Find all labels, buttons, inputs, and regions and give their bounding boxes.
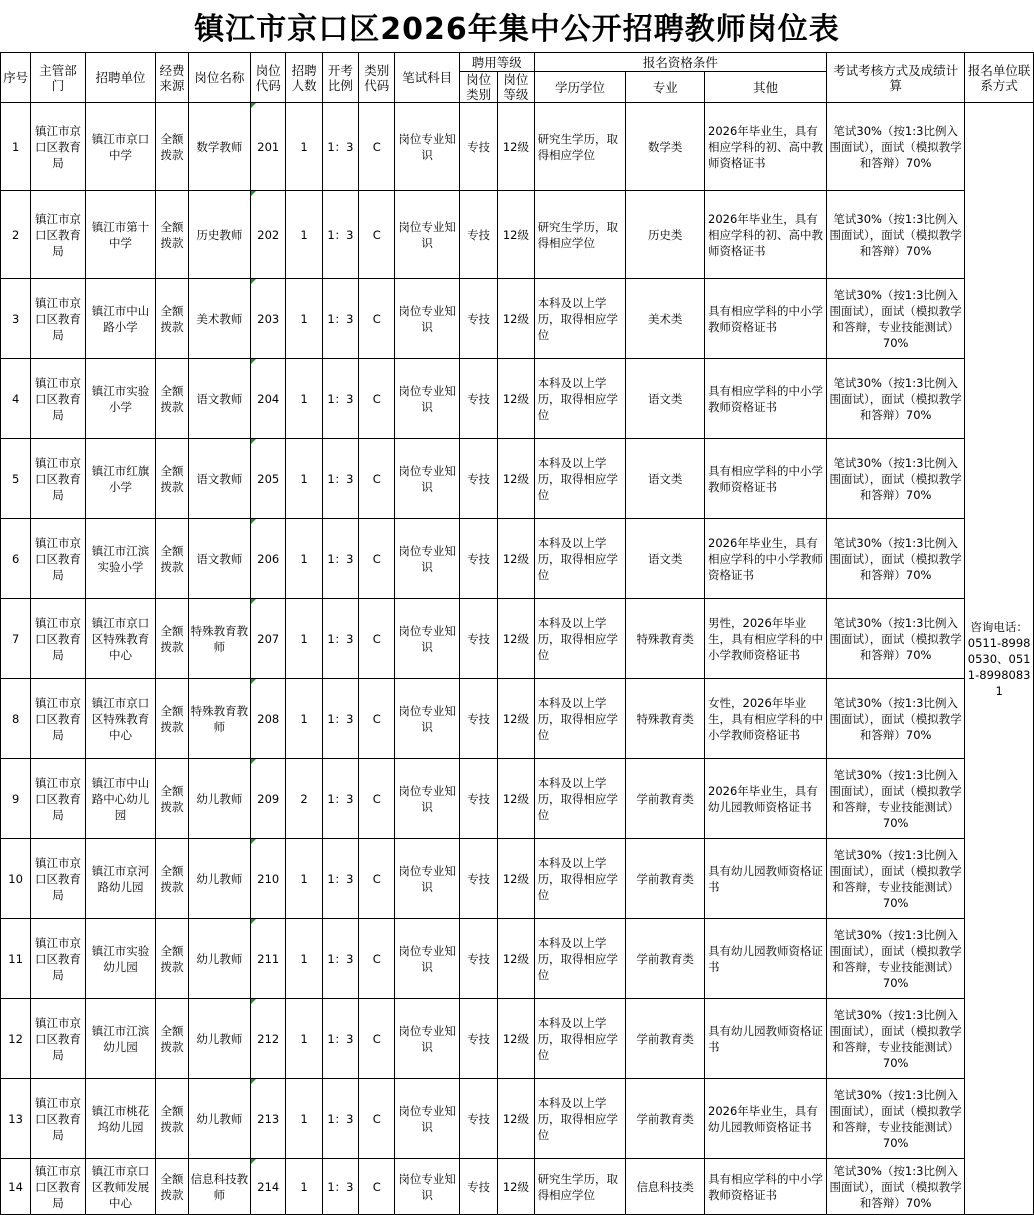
cell-ratio: 1：3 — [322, 839, 358, 919]
cell-other: 具有相应学科的中小学教师资格证书 — [705, 359, 827, 439]
cell-post-grade: 12级 — [498, 191, 534, 279]
table-row — [1, 759, 1034, 839]
cell-code: 207 — [251, 599, 286, 679]
cell-unit: 镇江市实验幼儿园 — [85, 919, 156, 999]
cell-exam: 岗位专业知识 — [395, 839, 460, 919]
cell-post-grade: 12级 — [498, 919, 534, 999]
cell-major: 学前教育类 — [626, 839, 705, 919]
cell-major: 语文类 — [626, 519, 705, 599]
cell-education: 本科及以上学历，取得相应学位 — [534, 519, 626, 599]
cell-seq: 10 — [1, 839, 31, 919]
cell-fund: 全额拨款 — [156, 1079, 188, 1159]
cell-ratio: 1：3 — [322, 1159, 358, 1215]
cell-category: C — [359, 279, 395, 359]
cell-code: 209 — [251, 759, 286, 839]
header-post-type: 岗位类别 — [459, 72, 497, 103]
cell-category: C — [359, 1079, 395, 1159]
cell-code: 210 — [251, 839, 286, 919]
cell-exam: 岗位专业知识 — [395, 919, 460, 999]
cell-count: 1 — [286, 519, 322, 599]
cell-category: C — [359, 191, 395, 279]
cell-fund: 全额拨款 — [156, 999, 188, 1079]
cell-count: 1 — [286, 599, 322, 679]
cell-post-type: 专技 — [459, 191, 497, 279]
header-major: 专业 — [626, 72, 705, 103]
cell-code: 203 — [251, 279, 286, 359]
cell-position: 特殊教育教师 — [188, 679, 251, 759]
cell-post-type: 专技 — [459, 103, 497, 191]
table-row — [1, 359, 1034, 439]
cell-position: 信息科技教师 — [188, 1159, 251, 1215]
cell-code: 212 — [251, 999, 286, 1079]
cell-post-grade: 12级 — [498, 759, 534, 839]
cell-contact: 咨询电话：0511-89980530、0511-89980831 — [965, 103, 1034, 1215]
cell-dept: 镇江市京口区教育局 — [31, 679, 85, 759]
recruitment-table — [0, 52, 1034, 1215]
cell-education: 本科及以上学历，取得相应学位 — [534, 759, 626, 839]
cell-category: C — [359, 599, 395, 679]
cell-post-type: 专技 — [459, 1079, 497, 1159]
table-row — [1, 439, 1034, 519]
page-title: 镇江市京口区2026年集中公开招聘教师岗位表 — [194, 12, 840, 47]
table-row — [1, 519, 1034, 599]
cell-education: 本科及以上学历，取得相应学位 — [534, 359, 626, 439]
cell-fund: 全额拨款 — [156, 1159, 188, 1215]
cell-position: 语文教师 — [188, 519, 251, 599]
table-row — [1, 599, 1034, 679]
cell-other: 具有相应学科的中小学教师资格证书 — [705, 279, 827, 359]
cell-other: 2026年毕业生，具有幼儿园教师资格证书 — [705, 759, 827, 839]
cell-count: 1 — [286, 103, 322, 191]
header-grade-group: 聘用等级 — [459, 53, 534, 72]
cell-exam: 岗位专业知识 — [395, 599, 460, 679]
cell-position: 历史教师 — [188, 191, 251, 279]
table-row — [1, 103, 1034, 191]
cell-position: 幼儿教师 — [188, 1079, 251, 1159]
cell-education: 本科及以上学历，取得相应学位 — [534, 999, 626, 1079]
cell-other: 具有幼儿园教师资格证书 — [705, 839, 827, 919]
cell-scoring: 笔试30%（按1:3比例入围面试），面试（模拟教学和答辩）70% — [827, 1159, 965, 1215]
cell-other: 2026年毕业生，具有相应学科的初、高中教师资格证书 — [705, 191, 827, 279]
cell-post-grade: 12级 — [498, 1159, 534, 1215]
cell-other: 具有幼儿园教师资格证书 — [705, 999, 827, 1079]
cell-scoring: 笔试30%（按1:3比例入围面试），面试（模拟教学和答辩）70% — [827, 519, 965, 599]
cell-seq: 8 — [1, 679, 31, 759]
cell-education: 本科及以上学历，取得相应学位 — [534, 599, 626, 679]
cell-post-type: 专技 — [459, 279, 497, 359]
cell-count: 1 — [286, 919, 322, 999]
cell-major: 数学类 — [626, 103, 705, 191]
cell-post-type: 专技 — [459, 839, 497, 919]
cell-unit: 镇江市红旗小学 — [85, 439, 156, 519]
cell-scoring: 笔试30%（按1:3比例入围面试），面试（模拟教学和答辩，专业技能测试）70% — [827, 919, 965, 999]
table-header — [1, 53, 1034, 103]
cell-dept: 镇江市京口区教育局 — [31, 103, 85, 191]
cell-category: C — [359, 359, 395, 439]
cell-post-grade: 12级 — [498, 839, 534, 919]
cell-major: 语文类 — [626, 359, 705, 439]
cell-education: 本科及以上学历，取得相应学位 — [534, 679, 626, 759]
cell-exam: 岗位专业知识 — [395, 519, 460, 599]
header-code: 岗位代码 — [251, 53, 286, 103]
cell-education: 研究生学历，取得相应学位 — [534, 191, 626, 279]
header-unit: 招聘单位 — [85, 53, 156, 103]
cell-position: 幼儿教师 — [188, 759, 251, 839]
cell-code: 205 — [251, 439, 286, 519]
cell-position: 幼儿教师 — [188, 919, 251, 999]
cell-exam: 岗位专业知识 — [395, 1159, 460, 1215]
cell-post-type: 专技 — [459, 359, 497, 439]
cell-ratio: 1：3 — [322, 919, 358, 999]
header-fund: 经费来源 — [156, 53, 188, 103]
cell-fund: 全额拨款 — [156, 103, 188, 191]
cell-unit: 镇江市江滨实验小学 — [85, 519, 156, 599]
header-category: 类别代码 — [359, 53, 395, 103]
cell-fund: 全额拨款 — [156, 191, 188, 279]
cell-unit: 镇江市第十中学 — [85, 191, 156, 279]
cell-major: 学前教育类 — [626, 1079, 705, 1159]
header-scoring: 考试考核方式及成绩计算 — [827, 53, 965, 103]
cell-post-type: 专技 — [459, 1159, 497, 1215]
cell-seq: 7 — [1, 599, 31, 679]
cell-exam: 岗位专业知识 — [395, 103, 460, 191]
cell-seq: 5 — [1, 439, 31, 519]
cell-count: 1 — [286, 1079, 322, 1159]
cell-unit: 镇江市京口区特殊教育中心 — [85, 599, 156, 679]
cell-code: 202 — [251, 191, 286, 279]
cell-education: 研究生学历，取得相应学位 — [534, 1159, 626, 1215]
cell-category: C — [359, 999, 395, 1079]
cell-major: 学前教育类 — [626, 919, 705, 999]
cell-dept: 镇江市京口区教育局 — [31, 359, 85, 439]
cell-position: 语文教师 — [188, 439, 251, 519]
cell-post-type: 专技 — [459, 999, 497, 1079]
cell-seq: 2 — [1, 191, 31, 279]
header-exam: 笔试科目 — [395, 53, 460, 103]
cell-dept: 镇江市京口区教育局 — [31, 919, 85, 999]
cell-scoring: 笔试30%（按1:3比例入围面试），面试（模拟教学和答辩，专业技能测试）70% — [827, 279, 965, 359]
cell-fund: 全额拨款 — [156, 599, 188, 679]
cell-dept: 镇江市京口区教育局 — [31, 759, 85, 839]
header-other: 其他 — [705, 72, 827, 103]
cell-dept: 镇江市京口区教育局 — [31, 599, 85, 679]
cell-education: 本科及以上学历，取得相应学位 — [534, 1079, 626, 1159]
cell-post-type: 专技 — [459, 919, 497, 999]
cell-ratio: 1：3 — [322, 439, 358, 519]
cell-unit: 镇江市桃花坞幼儿园 — [85, 1079, 156, 1159]
cell-education: 本科及以上学历，取得相应学位 — [534, 839, 626, 919]
cell-seq: 11 — [1, 919, 31, 999]
cell-dept: 镇江市京口区教育局 — [31, 439, 85, 519]
table-row — [1, 679, 1034, 759]
cell-code: 208 — [251, 679, 286, 759]
cell-code: 201 — [251, 103, 286, 191]
cell-fund: 全额拨款 — [156, 439, 188, 519]
cell-dept: 镇江市京口区教育局 — [31, 999, 85, 1079]
cell-scoring: 笔试30%（按1:3比例入围面试），面试（模拟教学和答辩）70% — [827, 103, 965, 191]
cell-scoring: 笔试30%（按1:3比例入围面试），面试（模拟教学和答辩，专业技能测试）70% — [827, 839, 965, 919]
cell-ratio: 1：3 — [322, 191, 358, 279]
cell-exam: 岗位专业知识 — [395, 999, 460, 1079]
cell-fund: 全额拨款 — [156, 759, 188, 839]
cell-code: 214 — [251, 1159, 286, 1215]
cell-fund: 全额拨款 — [156, 919, 188, 999]
cell-major: 历史类 — [626, 191, 705, 279]
cell-other: 女性，2026年毕业生，具有相应学科的中小学教师资格证书 — [705, 679, 827, 759]
cell-scoring: 笔试30%（按1:3比例入围面试），面试（模拟教学和答辩，专业技能测试）70% — [827, 759, 965, 839]
cell-other: 2026年毕业生，具有相应学科的初、高中教师资格证书 — [705, 103, 827, 191]
cell-exam: 岗位专业知识 — [395, 759, 460, 839]
cell-unit: 镇江市中山路小学 — [85, 279, 156, 359]
cell-post-grade: 12级 — [498, 519, 534, 599]
header-contact: 报名单位联系方式 — [965, 53, 1034, 103]
cell-post-grade: 12级 — [498, 103, 534, 191]
cell-other: 具有相应学科的中小学教师资格证书 — [705, 1159, 827, 1215]
cell-code: 213 — [251, 1079, 286, 1159]
cell-seq: 12 — [1, 999, 31, 1079]
cell-unit: 镇江市京口区教师发展中心 — [85, 1159, 156, 1215]
cell-seq: 13 — [1, 1079, 31, 1159]
cell-scoring: 笔试30%（按1:3比例入围面试），面试（模拟教学和答辩）70% — [827, 191, 965, 279]
cell-scoring: 笔试30%（按1:3比例入围面试），面试（模拟教学和答辩）70% — [827, 439, 965, 519]
cell-scoring: 笔试30%（按1:3比例入围面试），面试（模拟教学和答辩）70% — [827, 359, 965, 439]
cell-major: 学前教育类 — [626, 999, 705, 1079]
cell-category: C — [359, 679, 395, 759]
cell-education: 本科及以上学历，取得相应学位 — [534, 279, 626, 359]
cell-ratio: 1：3 — [322, 519, 358, 599]
cell-post-grade: 12级 — [498, 599, 534, 679]
table-body — [1, 103, 1034, 1215]
cell-exam: 岗位专业知识 — [395, 191, 460, 279]
cell-exam: 岗位专业知识 — [395, 279, 460, 359]
cell-category: C — [359, 519, 395, 599]
cell-post-grade: 12级 — [498, 679, 534, 759]
cell-unit: 镇江市实验小学 — [85, 359, 156, 439]
cell-dept: 镇江市京口区教育局 — [31, 1159, 85, 1215]
cell-major: 语文类 — [626, 439, 705, 519]
header-position: 岗位名称 — [188, 53, 251, 103]
cell-education: 本科及以上学历，取得相应学位 — [534, 919, 626, 999]
cell-unit: 镇江市京口中学 — [85, 103, 156, 191]
cell-exam: 岗位专业知识 — [395, 1079, 460, 1159]
cell-fund: 全额拨款 — [156, 519, 188, 599]
cell-ratio: 1：3 — [322, 999, 358, 1079]
cell-fund: 全额拨款 — [156, 839, 188, 919]
cell-unit: 镇江市江滨幼儿园 — [85, 999, 156, 1079]
cell-education: 研究生学历，取得相应学位 — [534, 103, 626, 191]
cell-dept: 镇江市京口区教育局 — [31, 279, 85, 359]
cell-ratio: 1：3 — [322, 103, 358, 191]
header-education: 学历学位 — [534, 72, 626, 103]
cell-post-type: 专技 — [459, 759, 497, 839]
cell-dept: 镇江市京口区教育局 — [31, 1079, 85, 1159]
cell-major: 特殊教育类 — [626, 679, 705, 759]
cell-category: C — [359, 439, 395, 519]
cell-position: 美术教师 — [188, 279, 251, 359]
cell-exam: 岗位专业知识 — [395, 359, 460, 439]
table-row — [1, 191, 1034, 279]
cell-category: C — [359, 103, 395, 191]
cell-count: 1 — [286, 359, 322, 439]
cell-code: 211 — [251, 919, 286, 999]
cell-exam: 岗位专业知识 — [395, 679, 460, 759]
cell-category: C — [359, 759, 395, 839]
cell-dept: 镇江市京口区教育局 — [31, 191, 85, 279]
cell-post-type: 专技 — [459, 679, 497, 759]
cell-ratio: 1：3 — [322, 599, 358, 679]
cell-dept: 镇江市京口区教育局 — [31, 519, 85, 599]
cell-major: 学前教育类 — [626, 759, 705, 839]
cell-seq: 14 — [1, 1159, 31, 1215]
table-row — [1, 999, 1034, 1079]
cell-unit: 镇江市京口区特殊教育中心 — [85, 679, 156, 759]
cell-position: 语文教师 — [188, 359, 251, 439]
header-dept: 主管部门 — [31, 53, 85, 103]
cell-count: 1 — [286, 439, 322, 519]
cell-post-grade: 12级 — [498, 999, 534, 1079]
cell-major: 信息科技类 — [626, 1159, 705, 1215]
cell-seq: 4 — [1, 359, 31, 439]
cell-ratio: 1：3 — [322, 279, 358, 359]
cell-post-grade: 12级 — [498, 1079, 534, 1159]
cell-scoring: 笔试30%（按1:3比例入围面试），面试（模拟教学和答辩）70% — [827, 679, 965, 759]
cell-education: 本科及以上学历，取得相应学位 — [534, 439, 626, 519]
cell-position: 幼儿教师 — [188, 839, 251, 919]
cell-unit: 镇江市中山路中心幼儿园 — [85, 759, 156, 839]
cell-ratio: 1：3 — [322, 359, 358, 439]
cell-scoring: 笔试30%（按1:3比例入围面试），面试（模拟教学和答辩，专业技能测试）70% — [827, 1079, 965, 1159]
cell-seq: 9 — [1, 759, 31, 839]
cell-count: 1 — [286, 279, 322, 359]
cell-other: 2026年毕业生，具有幼儿园教师资格证书 — [705, 1079, 827, 1159]
cell-count: 1 — [286, 1159, 322, 1215]
cell-post-type: 专技 — [459, 439, 497, 519]
cell-post-grade: 12级 — [498, 439, 534, 519]
cell-post-grade: 12级 — [498, 359, 534, 439]
cell-code: 206 — [251, 519, 286, 599]
cell-other: 男性，2026年毕业生，具有相应学科的中小学教师资格证书 — [705, 599, 827, 679]
cell-scoring: 笔试30%（按1:3比例入围面试），面试（模拟教学和答辩）70% — [827, 599, 965, 679]
cell-dept: 镇江市京口区教育局 — [31, 839, 85, 919]
cell-post-grade: 12级 — [498, 279, 534, 359]
cell-position: 数学教师 — [188, 103, 251, 191]
cell-fund: 全额拨款 — [156, 279, 188, 359]
cell-exam: 岗位专业知识 — [395, 439, 460, 519]
header-post-grade: 岗位等级 — [498, 72, 534, 103]
cell-major: 美术类 — [626, 279, 705, 359]
cell-position: 特殊教育教师 — [188, 599, 251, 679]
cell-fund: 全额拨款 — [156, 679, 188, 759]
cell-ratio: 1：3 — [322, 679, 358, 759]
cell-ratio: 1：3 — [322, 1079, 358, 1159]
table-row — [1, 839, 1034, 919]
cell-other: 2026年毕业生，具有相应学科的中小学教师资格证书 — [705, 519, 827, 599]
cell-seq: 6 — [1, 519, 31, 599]
cell-seq: 1 — [1, 103, 31, 191]
cell-category: C — [359, 839, 395, 919]
header-count: 招聘人数 — [286, 53, 322, 103]
cell-category: C — [359, 919, 395, 999]
cell-seq: 3 — [1, 279, 31, 359]
cell-other: 具有幼儿园教师资格证书 — [705, 919, 827, 999]
header-ratio: 开考比例 — [322, 53, 358, 103]
cell-count: 1 — [286, 191, 322, 279]
cell-unit: 镇江市京河路幼儿园 — [85, 839, 156, 919]
cell-code: 204 — [251, 359, 286, 439]
cell-count: 1 — [286, 999, 322, 1079]
header-seq: 序号 — [1, 53, 31, 103]
cell-category: C — [359, 1159, 395, 1215]
cell-ratio: 1：3 — [322, 759, 358, 839]
table-row — [1, 279, 1034, 359]
table-row — [1, 919, 1034, 999]
cell-post-type: 专技 — [459, 519, 497, 599]
cell-major: 特殊教育类 — [626, 599, 705, 679]
cell-fund: 全额拨款 — [156, 359, 188, 439]
cell-scoring: 笔试30%（按1:3比例入围面试），面试（模拟教学和答辩，专业技能测试）70% — [827, 999, 965, 1079]
table-row — [1, 1079, 1034, 1159]
cell-post-type: 专技 — [459, 599, 497, 679]
cell-position: 幼儿教师 — [188, 999, 251, 1079]
cell-count: 1 — [286, 839, 322, 919]
header-qual-group: 报名资格条件 — [534, 53, 827, 72]
cell-count: 2 — [286, 759, 322, 839]
table-row — [1, 1159, 1034, 1215]
cell-count: 1 — [286, 679, 322, 759]
cell-other: 具有相应学科的中小学教师资格证书 — [705, 439, 827, 519]
